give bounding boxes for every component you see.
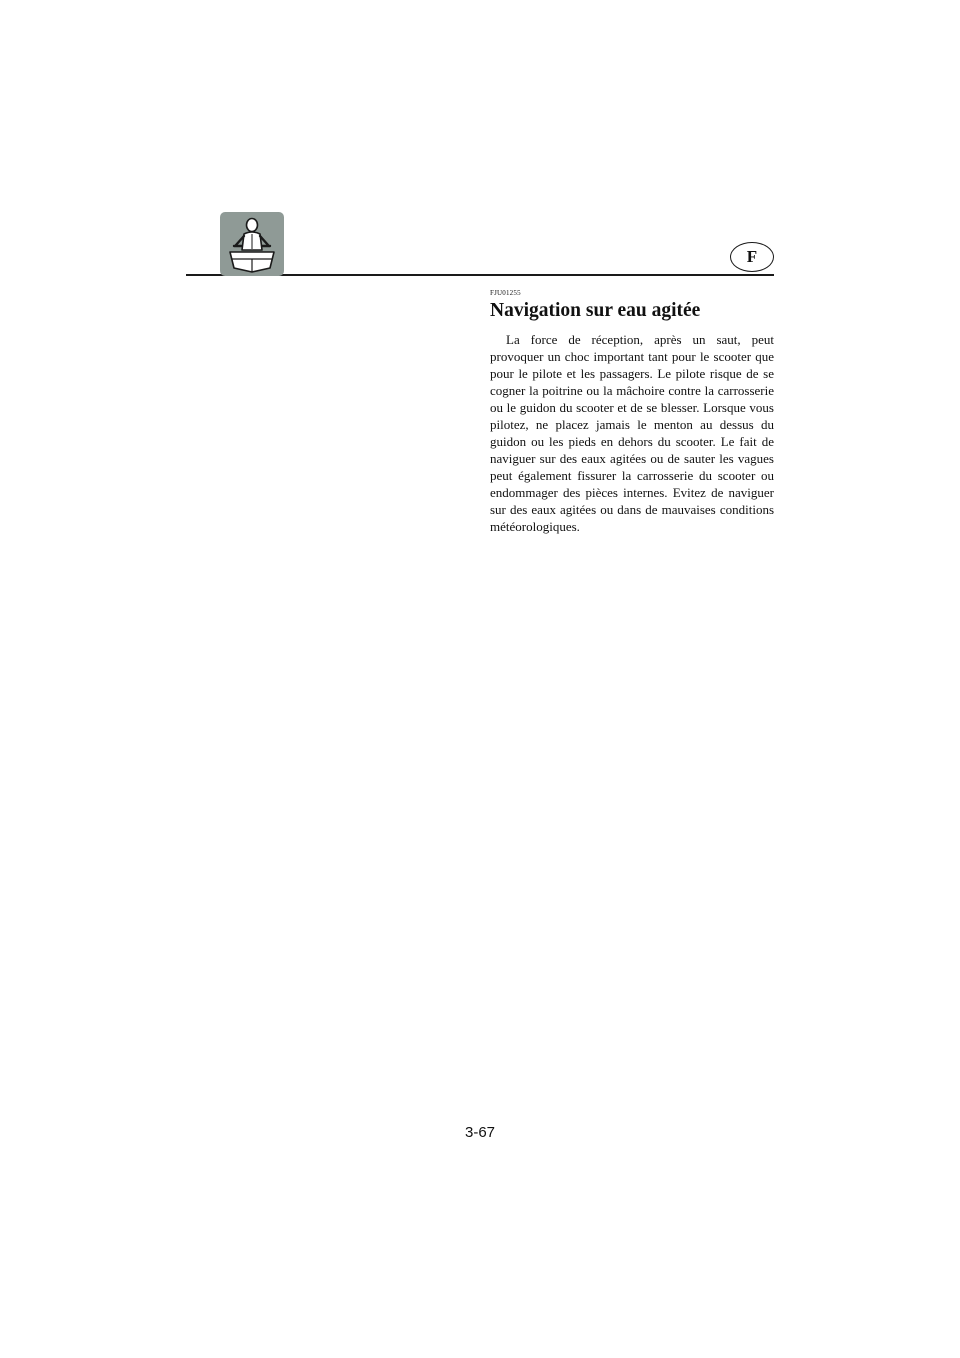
section-title: Navigation sur eau agitée [490,300,701,321]
page-number: 3-67 [464,1124,496,1141]
language-badge: F [730,242,774,272]
section-code: FJU01255 [490,289,521,297]
jet-ski-rider-icon [220,212,284,276]
section-body: La force de réception, après un saut, peut provoquer un choc important tant pour le scooter que pour le pilote et les passagers. Le pilote risque de se cogner la poitrine ou la mâchoire contre la carrosserie ou le guidon du scooter et de se blesser. Lorsque vous pilotez, ne placez jamais le menton au dessus du guidon ou les pieds en dehors du scooter. Le fait de naviguer sur des eaux agitées ou de sauter les vagues peut également fissurer la carrosserie du scooter ou endommager des pièces internes. Evitez de naviguer sur des eaux agitées ou dans de mauvaises conditions météorologiques. [490,332,774,534]
content-section [490,289,774,535]
